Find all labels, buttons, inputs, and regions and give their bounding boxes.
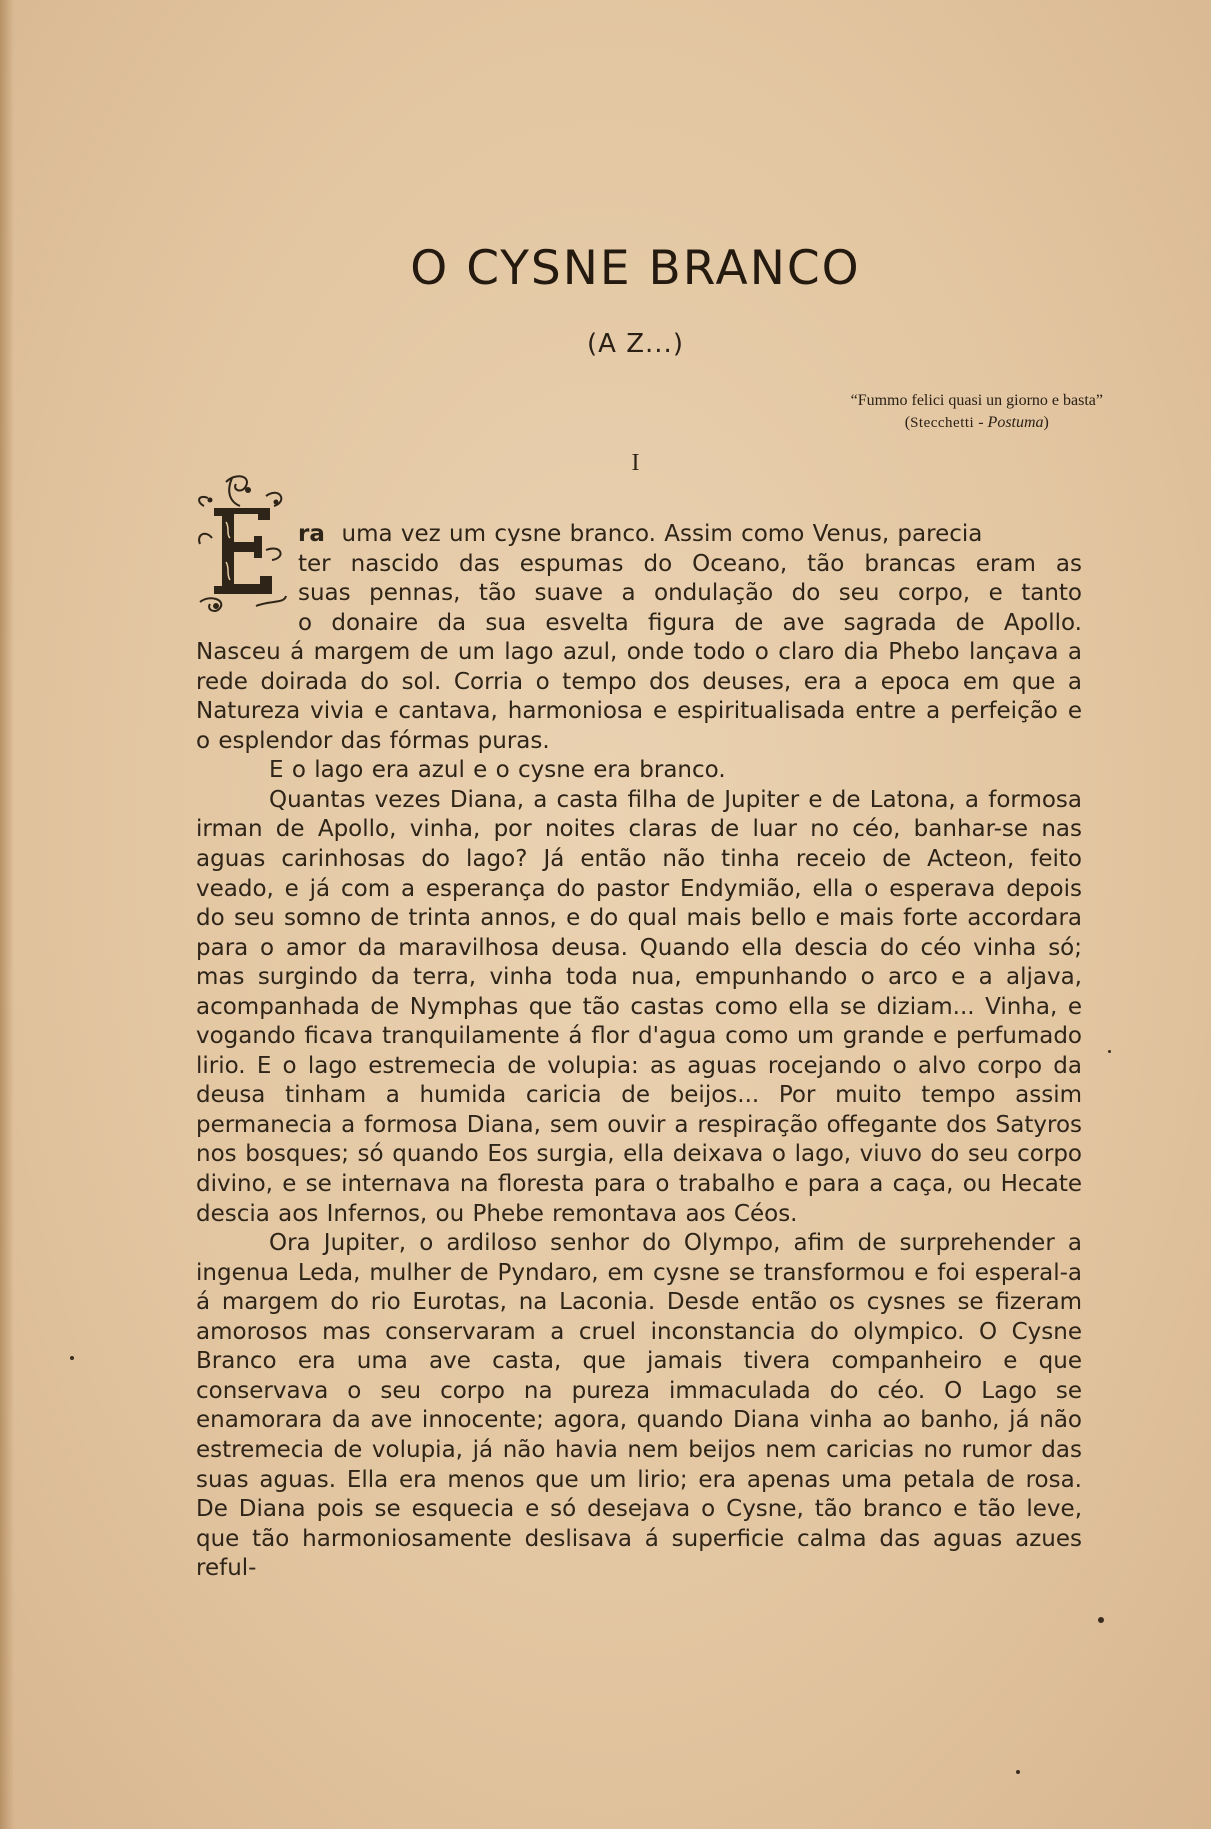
epigraph-work: Postuma xyxy=(987,414,1044,431)
epigraph-quote: “Fummo felici quasi un giorno e basta” xyxy=(850,392,1103,409)
paragraph-1 xyxy=(196,520,1082,756)
paragraph-1-first-word: ra xyxy=(298,521,325,547)
paragraph-1-line-1 xyxy=(196,520,1082,550)
epigraph-author: Stecchetti xyxy=(910,415,975,431)
page-title: O CYSNE BRANCO xyxy=(410,241,861,296)
ink-speck xyxy=(1108,1050,1111,1053)
ink-speck xyxy=(1098,1617,1104,1623)
section-number: I xyxy=(631,450,640,476)
paragraph-1-line-2: ter nascido das espumas do Oceano, tão brancas eram as xyxy=(298,550,1082,577)
epigraph-source: (Stecchetti - Postuma) xyxy=(904,414,1049,431)
article-body xyxy=(196,520,1082,1584)
paragraph-1-rest: Nasceu á margem de um lago azul, onde todo o claro dia Phebo lançava a rede doirada do sol. Corria o tempo dos deuses, era a epoca em que a Natureza vivia e cantava, harmoniosa e espiritualisada entre a perfeição e o esplendor das fórmas puras. xyxy=(196,639,1082,754)
epigraph-separator: - xyxy=(974,414,988,431)
paragraph-4: Ora Jupiter, o ardiloso senhor do Olympo, afim de surprehender a ingenua Leda, mulher de Pyndaro, em cysne se transformou e foi esperal-a á margem do rio Eurotas, na Laconia. Desde então os cysnes se fizeram amorosos mas conservaram a cruel inconstancia do olympico. O Cysne Branco era uma ave casta, que jamais tivera companheiro e que conservava o seu corpo na pureza immaculada do céo. O Lago se enamorara da ave innocente; agora, quando Diana vinha ao banho, já não estremecia de volupia, já não havia nem beijos nem caricias no rumor das suas aguas. Ella era menos que um lirio; era apenas uma petala de rosa. De Diana pois se esquecia e só desejava o Cysne, tão branco e tão leve, que tão harmoniosamente deslisava á superficie calma das aguas azues reful- xyxy=(196,1230,1082,1582)
paragraph-1-line-4: o donaire da sua esvelta figura de ave sagrada de Apollo. xyxy=(298,609,1082,636)
ink-speck xyxy=(1016,1770,1020,1774)
epigraph xyxy=(851,390,1103,434)
paragraph-1-line-1-text: uma vez um cysne branco. Assim como Venus, parecia xyxy=(341,521,983,547)
dedication: (A Z...) xyxy=(587,329,684,359)
paragraph-2: E o lago era azul e o cysne era branco. xyxy=(269,757,726,784)
paragraph-1-line-3: suas pennas, tão suave a ondulação do seu corpo, e tanto xyxy=(298,580,1082,607)
ink-speck xyxy=(70,1356,74,1360)
paragraph-3: Quantas vezes Diana, a casta filha de Jupiter e de Latona, a formosa irman de Apollo, vinha, por noites claras de luar no céo, banhar-se nas aguas carinhosas do lago? Já então não tinha receio de Acteon, feito veado, e já com a esperança do pastor Endymião, ella o esperava depois do seu somno de trinta annos, e do qual mais bello e mais forte accordara para o amor da maravilhosa deusa. Quando ella descia do céo vinha só; mas surgindo da terra, vinha toda nua, empunhando o arco e a aljava, acompanhada de Nymphas que tão castas como ella se diziam... Vinha, e vogando ficava tranquilamente á flor d'agua como um grande e perfumado lirio. E o lago estremecia de volupia: as aguas rocejando o alvo corpo da deusa tinham a humida caricia de beijos... Por muito tempo assim permanecia a formosa Diana, sem ouvir a respiração offegante dos Satyros nos bosques; só quando Eos surgia, ella deixava o lago, viuvo do seu corpo divino, e se internava na floresta para o trabalho e para a caça, ou Hecate descia aos Infernos, ou Phebe remontava aos Céos. xyxy=(196,786,1082,1227)
